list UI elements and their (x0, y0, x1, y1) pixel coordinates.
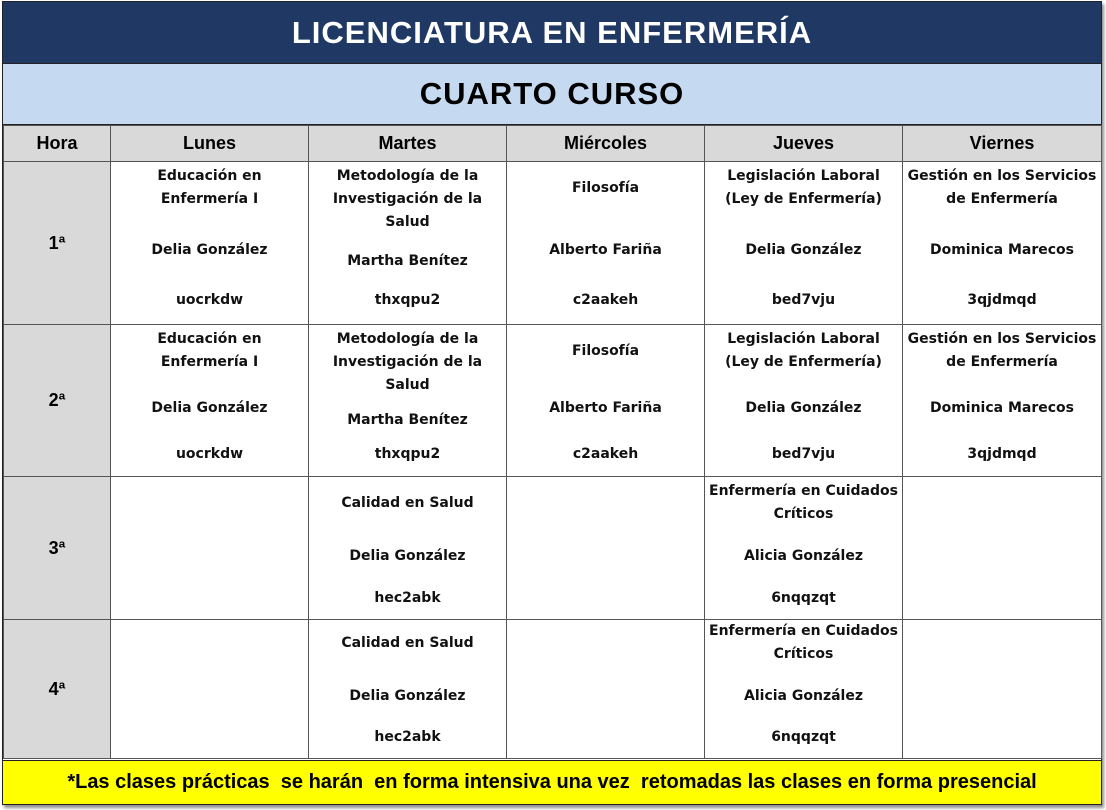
class-code: c2aakeh (572, 292, 639, 308)
header-row (4, 126, 1102, 162)
class-cell-miercoles (507, 162, 705, 325)
class-code: thxqpu2 (374, 446, 441, 462)
class-cell-martes (309, 620, 507, 759)
header-miercoles: Miércoles (507, 126, 705, 162)
subject-name: Legislación Laboral (Ley de Enfermería) (725, 331, 882, 370)
class-cell-miercoles (507, 477, 705, 620)
header-hora: Hora (4, 126, 111, 162)
subject-name: Metodología de la Investigación de la Salud (332, 168, 483, 230)
class-cell-miercoles (507, 325, 705, 477)
teacher-name: Delia González (151, 241, 268, 258)
class-code: c2aakeh (572, 446, 639, 462)
class-cell-viernes (903, 620, 1102, 759)
teacher-name: Alicia González (744, 548, 863, 564)
class-code: uocrkdw (175, 292, 244, 308)
schedule-table (3, 125, 1102, 759)
teacher-name: Dominica Marecos (929, 400, 1075, 416)
subject-name: Metodología de la Investigación de la Salud (332, 331, 483, 393)
teacher-name: Dominica Marecos (929, 241, 1075, 258)
class-cell-martes (309, 162, 507, 325)
subject-name: Calidad en Salud (341, 634, 474, 651)
class-code: uocrkdw (175, 446, 244, 462)
teacher-name: Martha Benítez (347, 253, 468, 269)
class-cell-lunes (111, 325, 309, 477)
table-row (4, 325, 1102, 477)
header-lunes: Lunes (111, 126, 309, 162)
class-code: bed7vju (771, 292, 836, 308)
class-code: 6nqqzqt (771, 729, 836, 745)
class-cell-viernes (903, 325, 1102, 477)
header-martes: Martes (309, 126, 507, 162)
subject-name: Filosofía (571, 342, 640, 359)
page-title: LICENCIATURA EN ENFERMERÍA (3, 2, 1101, 64)
class-code: thxqpu2 (374, 292, 441, 308)
class-cell-lunes (111, 477, 309, 620)
table-row (4, 162, 1102, 325)
subject-name: Gestión en los Servicios de Enfermería (907, 168, 1097, 207)
teacher-name: Alberto Fariña (549, 241, 662, 258)
subject-name: Enfermería en Cuidados Críticos (709, 483, 898, 522)
teacher-name: Delia González (745, 241, 862, 258)
subject-name: Educación en Enfermería I (157, 331, 262, 370)
hour-cell: 3ª (4, 477, 111, 620)
subject-name: Educación en Enfermería I (157, 168, 262, 207)
class-code: 3qjdmqd (967, 292, 1037, 308)
class-code: hec2abk (374, 729, 441, 745)
class-cell-viernes (903, 162, 1102, 325)
hour-cell: 2ª (4, 325, 111, 477)
teacher-name: Martha Benítez (347, 411, 468, 428)
class-cell-jueves (705, 477, 903, 620)
class-cell-jueves (705, 620, 903, 759)
class-cell-miercoles (507, 620, 705, 759)
hour-cell: 4ª (4, 620, 111, 759)
teacher-name: Alicia González (744, 687, 863, 704)
class-cell-viernes (903, 477, 1102, 620)
subject-name: Enfermería en Cuidados Críticos (709, 623, 898, 662)
teacher-name: Delia González (349, 687, 466, 704)
subject-name: Gestión en los Servicios de Enfermería (907, 331, 1097, 370)
class-cell-lunes (111, 620, 309, 759)
class-code: hec2abk (374, 590, 441, 606)
class-cell-lunes (111, 162, 309, 325)
class-cell-jueves (705, 325, 903, 477)
class-code: 6nqqzqt (771, 590, 836, 606)
table-row (4, 477, 1102, 620)
teacher-name: Delia González (151, 400, 268, 416)
header-jueves: Jueves (705, 126, 903, 162)
teacher-name: Delia González (349, 548, 466, 564)
subject-name: Filosofía (571, 179, 640, 196)
header-viernes: Viernes (903, 126, 1102, 162)
hour-cell: 1ª (4, 162, 111, 325)
teacher-name: Alberto Fariña (549, 400, 662, 416)
subject-name: Legislación Laboral (Ley de Enfermería) (725, 168, 882, 207)
footer-note: *Las clases prácticas se harán en forma intensiva una vez retomadas las clases en forma presencial (3, 760, 1101, 804)
class-code: 3qjdmqd (967, 446, 1037, 462)
schedule-sheet (2, 1, 1102, 805)
teacher-name: Delia González (745, 400, 862, 416)
class-cell-martes (309, 477, 507, 620)
class-code: bed7vju (771, 446, 836, 462)
course-subtitle: CUARTO CURSO (3, 64, 1101, 125)
table-row (4, 620, 1102, 759)
class-cell-jueves (705, 162, 903, 325)
class-cell-martes (309, 325, 507, 477)
subject-name: Calidad en Salud (341, 494, 474, 511)
